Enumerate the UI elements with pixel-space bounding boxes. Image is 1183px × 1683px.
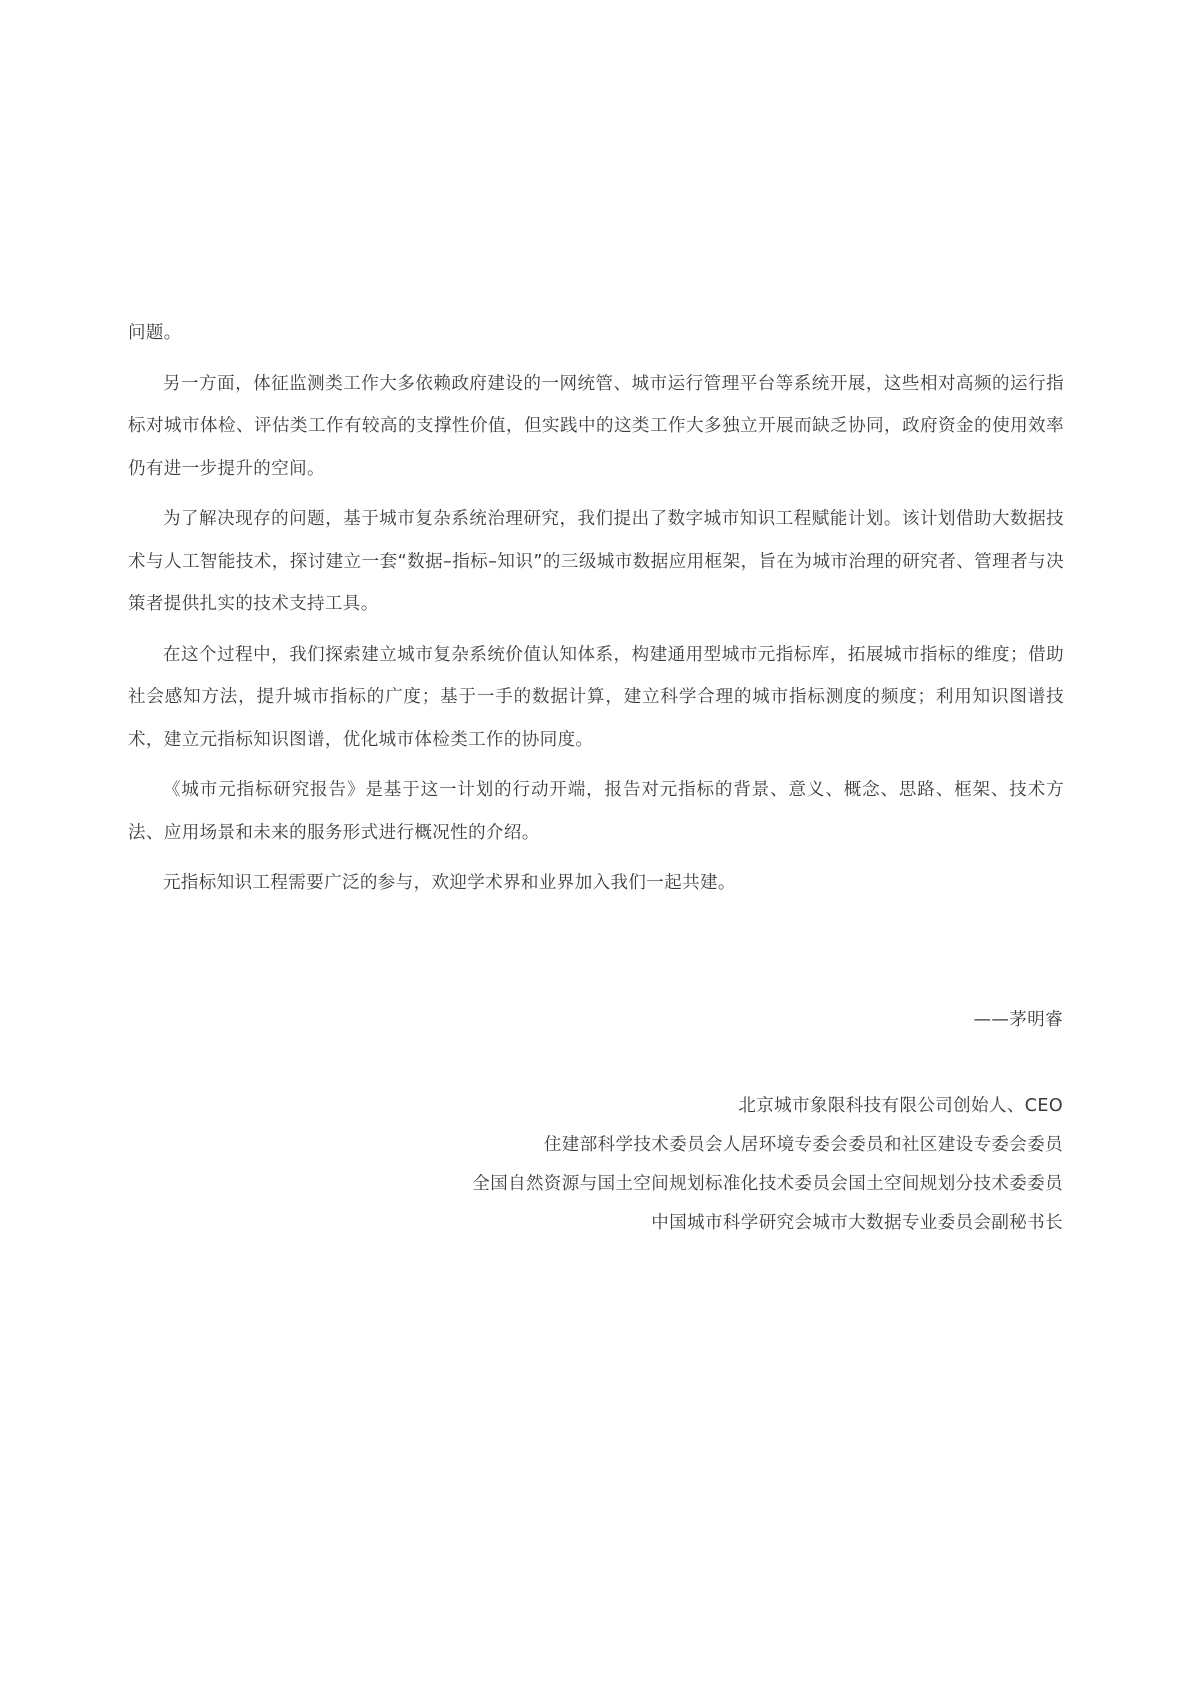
paragraph-invitation: 元指标知识工程需要广泛的参与，欢迎学术界和业界加入我们一起共建。: [163, 873, 736, 893]
paragraph-continuation: 问题。: [128, 323, 182, 343]
paragraph-monitoring: 另一方面，体征监测类工作大多依赖政府建设的一网统管、城市运行管理平台等系统开展，这些相对高频的运行指标对城市体检、评估类工作有较高的支撑性价值，但实践中的这类工作大多独立开展而缺乏协同，政府资金的使用效率仍有进一步提升的空间。: [128, 373, 1064, 479]
signature-title-line: 中国城市科学研究会城市大数据专业委员会副秘书长: [651, 1213, 1063, 1233]
signature-titles: [472, 1087, 1063, 1243]
paragraph-process: 在这个过程中，我们探索建立城市复杂系统价值认知体系，构建通用型城市元指标库，拓展城市指标的维度；借助社会感知方法，提升城市指标的广度；基于一手的数据计算，建立科学合理的城市指标测度的频度；利用知识图谱技术，建立元指标知识图谱，优化城市体检类工作的协同度。: [128, 644, 1064, 750]
signature-title-line: 北京城市象限科技有限公司创始人、CEO: [738, 1096, 1063, 1116]
preface-body: [128, 312, 1064, 913]
signature-title-line: 住建部科学技术委员会人居环境专委会委员和社区建设专委会委员: [543, 1135, 1063, 1155]
signature-author: ——茅明睿: [973, 1010, 1063, 1030]
paragraph-report: 《城市元指标研究报告》是基于这一计划的行动开端，报告对元指标的背景、意义、概念、思路、框架、技术方法、应用场景和未来的服务形式进行概况性的介绍。: [128, 780, 1064, 843]
signature-title-line: 全国自然资源与国土空间规划标准化技术委员会国土空间规划分技术委委员: [472, 1174, 1063, 1194]
paragraph-plan: 为了解决现存的问题，基于城市复杂系统治理研究，我们提出了数字城市知识工程赋能计划。该计划借助大数据技术与人工智能技术，探讨建立一套“数据–指标–知识”的三级城市数据应用框架，旨在为城市治理的研究者、管理者与决策者提供扎实的技术支持工具。: [128, 509, 1064, 614]
